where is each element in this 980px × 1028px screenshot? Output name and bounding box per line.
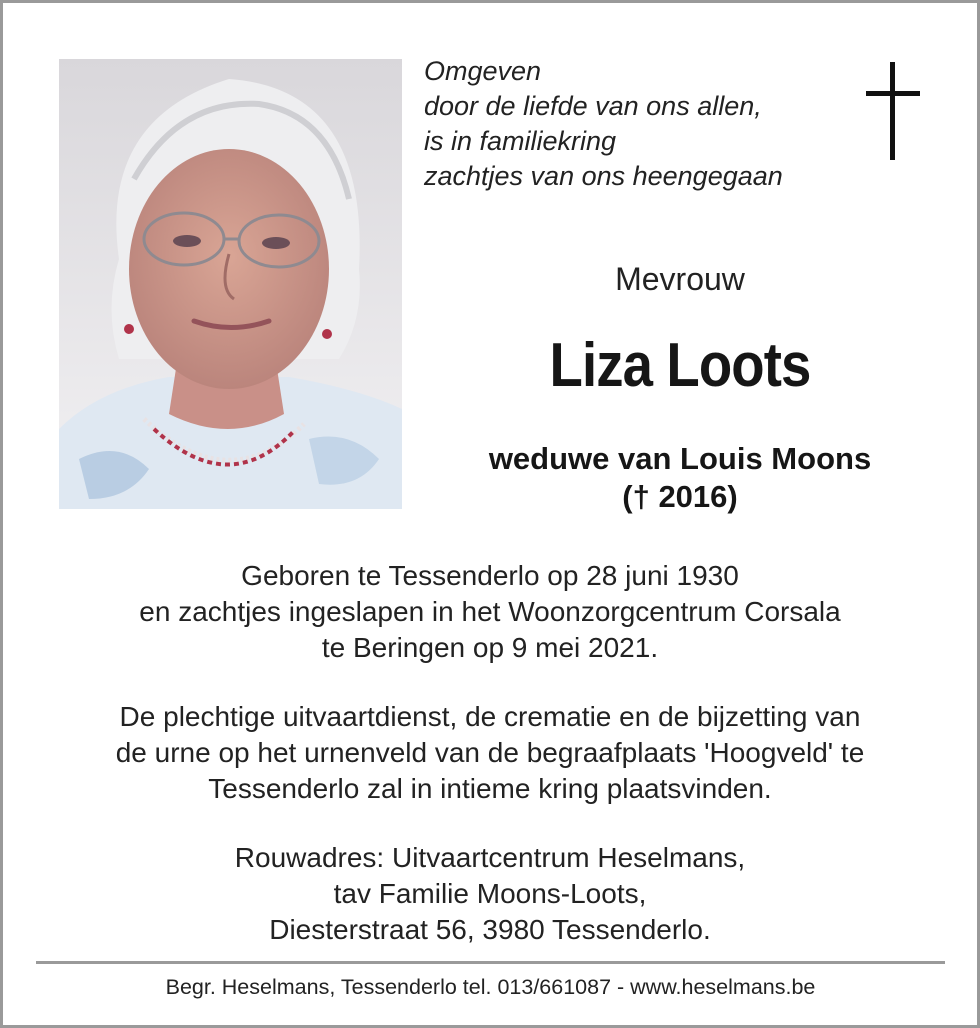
text-line: de urne op het urnenveld van de begraafplaats 'Hoogveld' te: [115, 737, 865, 768]
spouse-info: [420, 440, 940, 516]
birth-death-text: [40, 558, 940, 666]
text-line: tav Familie Moons-Loots,: [333, 878, 647, 909]
text-line: te Beringen op 9 mei 2021.: [321, 632, 659, 663]
text-line: Tessenderlo zal in intieme kring plaatsvinden.: [208, 773, 772, 804]
divider: [36, 961, 945, 964]
text-line: De plechtige uitvaartdienst, de crematie en de bijzetting van: [119, 701, 861, 732]
text-line: en zachtjes ingeslapen in het Woonzorgcentrum Corsala: [139, 596, 841, 627]
spouse-line: weduwe van Louis Moons: [488, 441, 872, 476]
ceremony-text: [40, 699, 940, 807]
honorific: Mevrouw: [615, 261, 745, 297]
cross-icon: [864, 62, 922, 160]
deceased-name: Liza Loots: [549, 331, 811, 400]
text-line: Rouwadres: Uitvaartcentrum Heselmans,: [234, 842, 746, 873]
portrait-photo: [59, 59, 402, 509]
mourning-address: [40, 840, 940, 948]
poem-verse: [424, 54, 854, 194]
poem-line: zachtjes van ons heengegaan: [424, 161, 783, 191]
funeral-home-footer: Begr. Heselmans, Tessenderlo tel. 013/661087 - www.heselmans.be: [165, 975, 816, 999]
poem-line: Omgeven: [424, 56, 542, 86]
poem-line: is in familiekring: [424, 126, 617, 156]
poem-line: door de liefde van ons allen,: [424, 91, 762, 121]
text-line: Geboren te Tessenderlo op 28 juni 1930: [241, 560, 739, 591]
text-line: Diesterstraat 56, 3980 Tessenderlo.: [269, 914, 711, 945]
spouse-death-year: († 2016): [622, 479, 738, 514]
